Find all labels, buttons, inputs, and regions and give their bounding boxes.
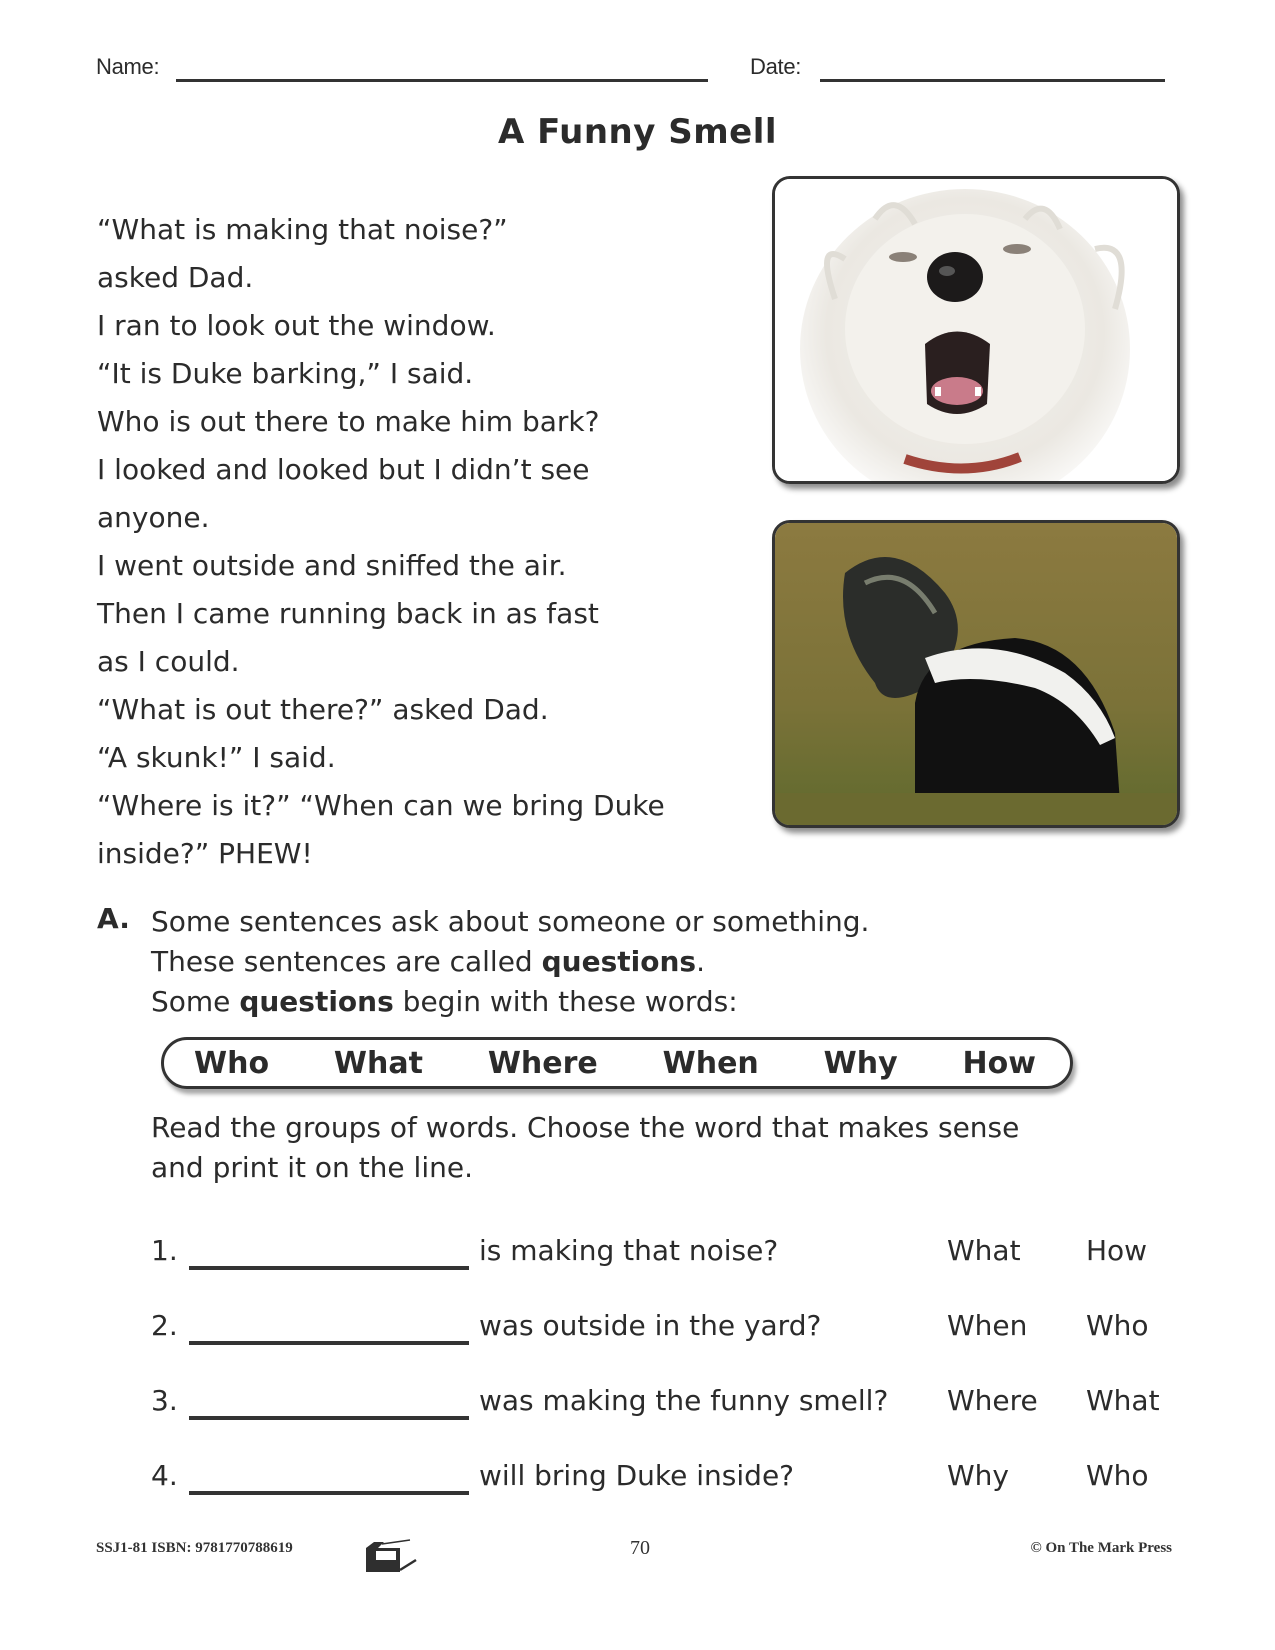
option-1[interactable]: What <box>947 1234 1021 1267</box>
word-bank-where: Where <box>487 1045 598 1081</box>
option-2[interactable]: Who <box>1086 1309 1149 1342</box>
instructions <box>151 1108 1019 1188</box>
word-bank-who: Who <box>194 1045 270 1081</box>
dog-photo <box>772 176 1180 484</box>
question-text: was making the funny smell? <box>479 1384 889 1417</box>
question-number: 3. <box>151 1384 178 1417</box>
skunk-image-icon <box>775 523 1177 825</box>
page-number: 70 <box>630 1537 650 1559</box>
instructions-line-1: Read the groups of words. Choose the word that makes sense <box>151 1111 1020 1144</box>
question-text: was outside in the yard? <box>479 1309 822 1342</box>
story-line: Then I came running back in as fast <box>97 597 599 630</box>
story-line: inside?” PHEW! <box>97 837 313 870</box>
story-line: I looked and looked but I didn’t see <box>97 453 590 486</box>
intro-line-1: Some sentences ask about someone or something. <box>151 905 870 938</box>
word-bank-what: What <box>333 1045 423 1081</box>
word-bank-when: When <box>662 1045 759 1081</box>
intro-line-2-end: . <box>696 945 705 978</box>
story-line: as I could. <box>97 645 240 678</box>
story-line: anyone. <box>97 501 210 534</box>
question-number: 2. <box>151 1309 178 1342</box>
question-number: 4. <box>151 1459 178 1492</box>
intro-line-3-text: Some <box>151 985 240 1018</box>
question-text: is making that noise? <box>479 1234 779 1267</box>
name-field[interactable] <box>176 79 708 82</box>
story-text <box>97 206 665 878</box>
intro-line-2 <box>151 942 869 982</box>
answer-line-2[interactable] <box>189 1341 469 1345</box>
option-1[interactable]: Why <box>947 1459 1010 1492</box>
story-line: I ran to look out the window. <box>97 309 496 342</box>
option-2[interactable]: What <box>1086 1384 1160 1417</box>
section-a-intro <box>151 902 869 1022</box>
question-number: 1. <box>151 1234 178 1267</box>
question-2 <box>151 1309 1181 1353</box>
story-line: “What is out there?” asked Dad. <box>97 693 549 726</box>
page-title: A Funny Smell <box>497 112 778 152</box>
question-3 <box>151 1384 1181 1428</box>
answer-line-3[interactable] <box>189 1416 469 1420</box>
story-line: I went outside and sniffed the air. <box>97 549 567 582</box>
section-a-letter: A. <box>97 902 130 935</box>
word-bank-why: Why <box>823 1045 898 1081</box>
story-line: “It is Duke barking,” I said. <box>97 357 474 390</box>
answer-line-1[interactable] <box>189 1266 469 1270</box>
word-bank-how: How <box>962 1045 1036 1081</box>
option-2[interactable]: Who <box>1086 1459 1149 1492</box>
option-1[interactable]: When <box>947 1309 1028 1342</box>
question-4 <box>151 1459 1181 1503</box>
word-bank <box>161 1037 1073 1089</box>
dog-image-icon <box>775 179 1177 481</box>
publisher-logo-icon <box>364 1538 436 1574</box>
intro-line-2-text: These sentences are called <box>151 945 542 978</box>
question-1 <box>151 1234 1181 1278</box>
copyright: © On The Mark Press <box>1030 1540 1172 1556</box>
footer-code: SSJ1-81 ISBN: 9781770788619 <box>96 1540 293 1556</box>
keyword-questions: questions <box>541 945 697 978</box>
option-2[interactable]: How <box>1086 1234 1148 1267</box>
name-label: Name: <box>96 54 160 79</box>
skunk-photo <box>772 520 1180 828</box>
option-1[interactable]: Where <box>947 1384 1038 1417</box>
story-line: “Where is it?” “When can we bring Duke <box>97 789 665 822</box>
answer-line-4[interactable] <box>189 1491 469 1495</box>
keyword-questions: questions <box>239 985 394 1018</box>
date-label: Date: <box>750 54 802 79</box>
story-line: asked Dad. <box>97 261 254 294</box>
question-text: will bring Duke inside? <box>479 1459 795 1492</box>
date-field[interactable] <box>820 79 1165 82</box>
intro-line-3-end: begin with these words: <box>393 985 738 1018</box>
instructions-line-2: and print it on the line. <box>151 1151 473 1184</box>
story-line: Who is out there to make him bark? <box>97 405 600 438</box>
intro-line-3 <box>151 982 869 1022</box>
story-line: “A skunk!” I said. <box>97 741 336 774</box>
story-line: “What is making that noise?” <box>97 213 508 246</box>
